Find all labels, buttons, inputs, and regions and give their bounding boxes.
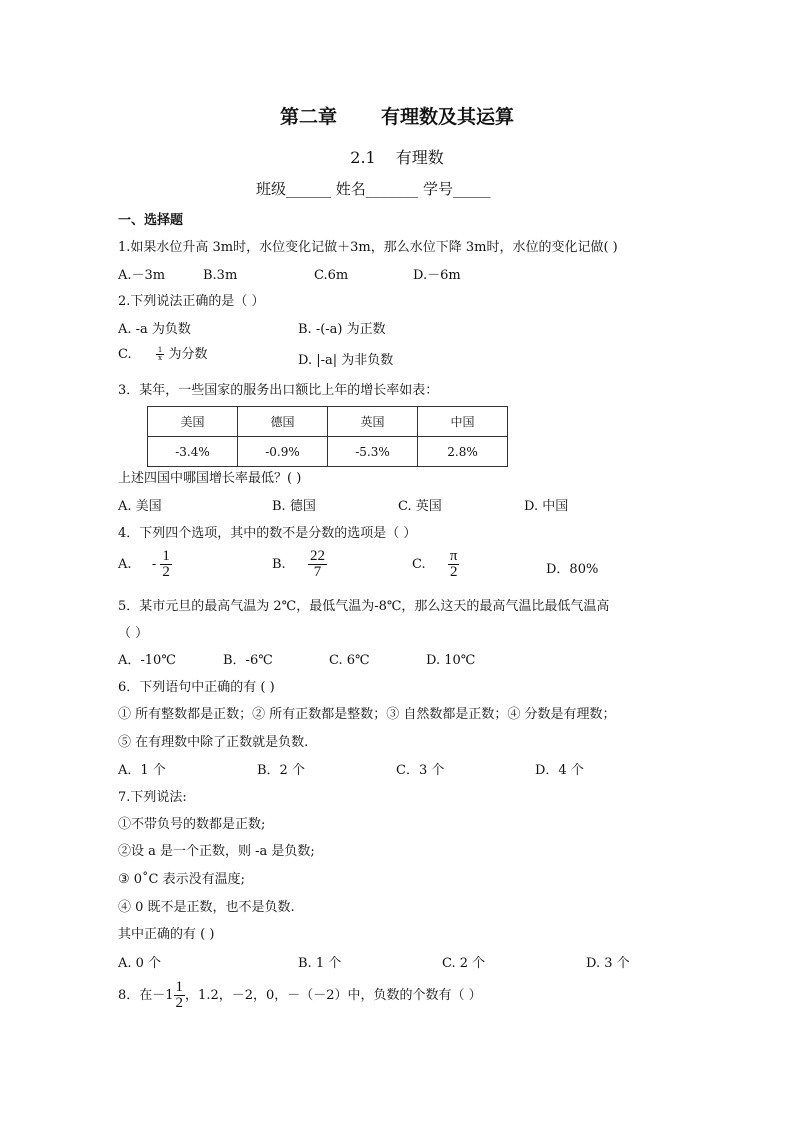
q8-numerator: 1 — [175, 979, 184, 995]
q4-c-denominator: 2 — [449, 564, 458, 580]
section-name: 有理数 — [395, 148, 444, 167]
q2-c-label: C. — [118, 347, 132, 362]
q3-option-a: A. 美国 — [118, 499, 162, 514]
q5-option-c: C. 6℃ — [329, 653, 370, 668]
q4-b-numerator: 22 — [309, 548, 325, 564]
q4-c-fraction — [448, 549, 460, 580]
q3-stem: 3．某年，一些国家的服务出口额比上年的增长率如表： — [118, 383, 439, 398]
q6-stem: 6．下列语句中正确的有 ( ) — [118, 680, 275, 695]
q6-option-c: C．3 个 — [396, 763, 445, 778]
q7-question: 其中正确的有 ( ) — [118, 927, 215, 942]
q6-statements-line1: ① 所有整数都是正数；② 所有正数都是整数；③ 自然数都是正数；④ 分数是有理数； — [118, 707, 616, 722]
q8-denominator: 2 — [175, 995, 184, 1011]
q4-a-fraction — [160, 549, 172, 580]
q7-statement-2: ②设 a 是一个正数，则 -a 是负数; — [118, 844, 315, 859]
q7-option-c: C. 2 个 — [442, 956, 486, 971]
table-header-cell: 德国 — [238, 407, 328, 437]
q2-option-b: B. -(-a) 为正数 — [298, 322, 386, 337]
q7-statement-4: ④ 0 既不是正数，也不是负数. — [118, 900, 295, 915]
q7-option-d: D. 3 个 — [586, 956, 630, 971]
q8-prefix: 8．在－1 — [118, 988, 174, 1003]
q4-a-sign: - — [151, 557, 157, 572]
q4-c-label: C. — [412, 557, 426, 572]
q5-option-a: A．-10℃ — [118, 653, 176, 668]
q6-option-d: D．4 个 — [535, 763, 584, 778]
q7-statement-3: ③ 0˚C 表示没有温度; — [118, 872, 246, 887]
q4-option-d: D．80% — [546, 562, 599, 577]
q4-a-label: A. — [118, 557, 132, 572]
q4-option-b — [272, 549, 327, 580]
q4-a-denominator: 2 — [162, 564, 170, 580]
section-number: 2.1 — [350, 148, 376, 167]
table-row — [148, 437, 508, 467]
q3-option-b: B. 德国 — [272, 499, 316, 514]
growth-rate-table — [147, 406, 508, 467]
q6-option-b: B．2 个 — [257, 763, 305, 778]
q2-option-d: D. |-a| 为非负数 — [298, 353, 394, 368]
chapter-label: 第二章 — [279, 106, 337, 128]
q2-c-text: 为分数 — [168, 347, 208, 362]
q7-statement-1: ①不带负号的数都是正数; — [118, 817, 266, 832]
q5-answer-paren: （ ） — [118, 626, 149, 641]
table-cell: -0.9% — [238, 437, 328, 467]
q2-option-a: A. -a 为负数 — [118, 322, 191, 337]
student-info-line: 班级______ 姓名_______ 学号_____ — [256, 180, 491, 198]
q6-option-a: A．1 个 — [118, 763, 166, 778]
chapter-name: 有理数及其运算 — [381, 106, 515, 128]
q4-option-a — [118, 549, 172, 580]
table-cell: -5.3% — [328, 437, 418, 467]
q8-suffix: ，1.2，－2，0，－（－2）中，负数的个数有（ ） — [185, 988, 482, 1003]
q1-stem: 1.如果水位升高 3m时，水位变化记做＋3m，那么水位下降 3m时，水位的变化记做( ) — [118, 240, 618, 255]
q8-fraction — [174, 980, 186, 1011]
q7-option-b: B. 1 个 — [298, 956, 342, 971]
q3-option-c: C. 英国 — [398, 499, 442, 514]
q2-option-c — [118, 347, 208, 362]
q5-option-b: B．-6℃ — [223, 653, 273, 668]
q6-statements-line2: ⑤ 在有理数中除了正数就是负数. — [118, 735, 309, 750]
q7-option-a: A. 0 个 — [118, 956, 162, 971]
q4-option-c — [412, 549, 459, 580]
q4-a-numerator: 1 — [162, 548, 170, 564]
q1-option-b: B.3m — [203, 268, 238, 283]
table-header-row — [148, 407, 508, 437]
table-cell: -3.4% — [148, 437, 238, 467]
q5-stem: 5．某市元旦的最高气温为 2℃，最低气温为-8℃，那么这天的最高气温比最低气温高 — [118, 599, 610, 614]
q7-stem: 7.下列说法: — [118, 790, 187, 805]
part-heading: 一、选择题 — [118, 213, 184, 228]
section-heading — [0, 150, 794, 166]
q3-option-d: D. 中国 — [524, 499, 569, 514]
table-header-cell: 英国 — [328, 407, 418, 437]
q4-stem: 4．下列四个选项，其中的数不是分数的选项是（ ） — [118, 526, 417, 541]
q2-c-fraction — [156, 347, 164, 362]
q4-c-numerator: π — [449, 548, 458, 564]
q5-option-d: D. 10℃ — [426, 653, 476, 668]
q8-stem — [118, 980, 482, 1011]
q4-b-fraction — [308, 549, 327, 580]
q2-c-numerator: 1 — [157, 346, 163, 354]
q1-option-c: C.6m — [314, 268, 349, 283]
q1-option-a: A.－3m — [118, 268, 166, 283]
q4-b-denominator: 7 — [313, 564, 322, 580]
q1-option-d: D.－6m — [413, 268, 461, 283]
q2-stem: 2.下列说法正确的是（ ） — [118, 294, 265, 309]
table-header-cell: 中国 — [418, 407, 508, 437]
q4-b-label: B. — [272, 557, 286, 572]
table-cell: 2.8% — [418, 437, 508, 467]
q2-c-denominator: x — [158, 354, 163, 362]
table-header-cell: 美国 — [148, 407, 238, 437]
chapter-title — [0, 108, 794, 127]
q3-question: 上述四国中哪国增长率最低？( ) — [118, 471, 302, 486]
